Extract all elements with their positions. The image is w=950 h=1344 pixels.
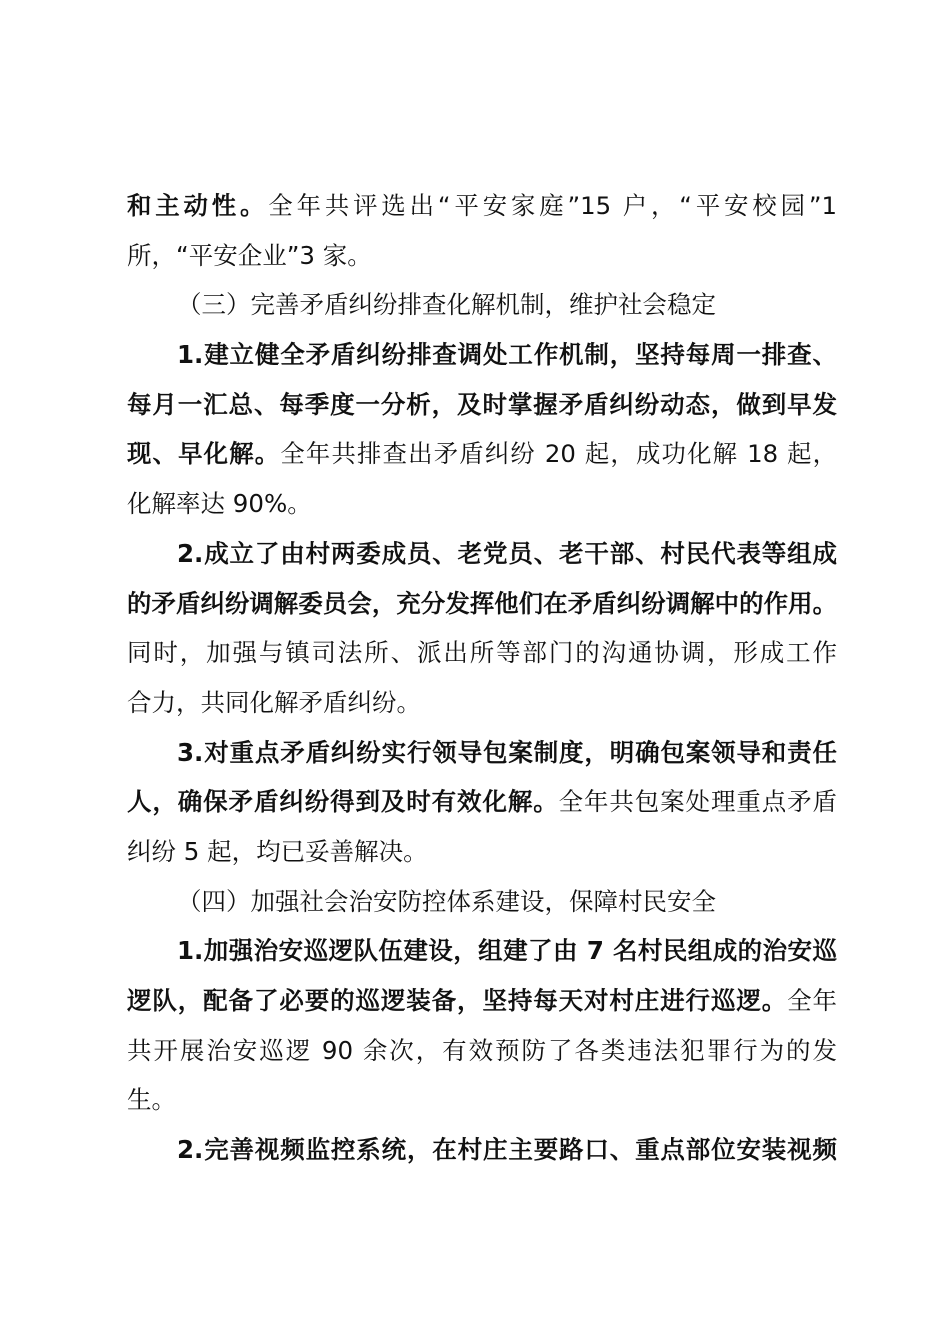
text-line <box>127 628 837 678</box>
normal-text: 同时，加强与镇司法所、派出所等部门的沟通协调，形成工作 <box>127 638 837 668</box>
text-line <box>127 926 837 976</box>
bold-text: 的矛盾纠纷调解委员会，充分发挥他们在矛盾纠纷调解中的作用。 <box>127 588 837 618</box>
bold-text: 人，确保矛盾纠纷得到及时有效化解。 <box>127 787 559 817</box>
normal-text: 合力，共同化解矛盾纠纷。 <box>127 687 421 717</box>
text-line <box>127 231 837 281</box>
text-line <box>127 579 837 629</box>
text-line <box>127 678 837 728</box>
text-line <box>127 728 837 778</box>
text-line <box>127 181 837 231</box>
text-line <box>127 380 837 430</box>
text-line <box>127 1125 837 1175</box>
bold-text: 1.建立健全矛盾纠纷排查调处工作机制，坚持每周一排查、 <box>177 340 837 370</box>
normal-text: 全年共包案处理重点矛盾 <box>558 787 837 817</box>
bold-text: 2.成立了由村两委成员、老党员、老干部、村民代表等组成 <box>177 538 837 568</box>
bold-text: 逻队，配备了必要的巡逻装备，坚持每天对村庄进行巡逻。 <box>127 986 788 1015</box>
normal-text: 生。 <box>127 1085 176 1115</box>
bold-text: 现、早化解。 <box>127 439 281 469</box>
bold-text: 2.完善视频监控系统，在村庄主要路口、重点部位安装视频 <box>177 1135 837 1165</box>
normal-text: （三）完善矛盾纠纷排查化解机制，维护社会稳定 <box>177 290 716 320</box>
text-line <box>127 330 837 380</box>
section-heading <box>127 280 837 330</box>
text-line <box>127 827 837 877</box>
text-line <box>127 1075 837 1125</box>
normal-text: 全年共评选出“平安家庭”15 户，“平安校园”1 <box>268 191 837 220</box>
normal-text: （四）加强社会治安防控体系建设，保障村民安全 <box>177 886 716 916</box>
normal-text: 纠纷 5 起，均已妥善解决。 <box>127 836 428 866</box>
normal-text: 共开展治安巡逻 90 余次，有效预防了各类违法犯罪行为的发 <box>127 1035 837 1065</box>
normal-text: 化解率达 90%。 <box>127 489 312 519</box>
text-line <box>127 479 837 529</box>
normal-text: 所，“平安企业”3 家。 <box>127 240 372 270</box>
text-line <box>127 529 837 579</box>
text-line <box>127 976 837 1026</box>
bold-text: 3.对重点矛盾纠纷实行领导包案制度，明确包案领导和责任 <box>177 737 837 767</box>
text-line <box>127 429 837 479</box>
normal-text: 全年共排查出矛盾纠纷 20 起，成功化解 18 起， <box>280 439 837 469</box>
bold-text: 和主动性。 <box>127 191 269 220</box>
text-line <box>127 1026 837 1076</box>
bold-text: 1.加强治安巡逻队伍建设，组建了由 7 名村民组成的治安巡 <box>177 936 837 966</box>
section-heading <box>127 877 837 927</box>
bold-text: 每月一汇总、每季度一分析，及时掌握矛盾纠纷动态，做到早发 <box>127 389 837 419</box>
document-body <box>127 181 837 1175</box>
normal-text: 全年 <box>787 986 837 1015</box>
text-line <box>127 777 837 827</box>
